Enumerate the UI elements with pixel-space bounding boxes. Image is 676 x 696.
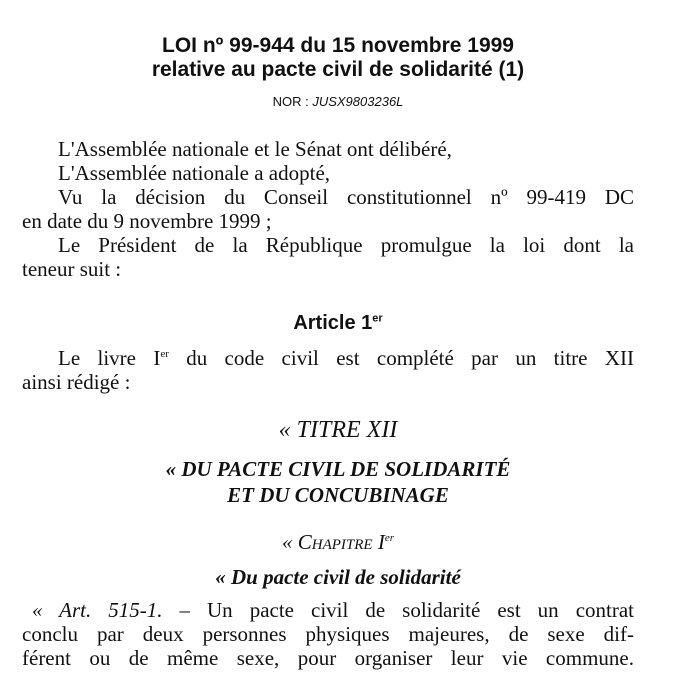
nor-label: NOR : (272, 94, 309, 109)
chapitre-label (0, 530, 676, 554)
article-body-post: du code civil est complété par un titre XII (168, 346, 634, 370)
chapitre-prefix: « (282, 530, 298, 554)
titre-label: « TITRE XII (278, 417, 398, 443)
preamble-line-4a: Le Président de la République promulgue la loi dont la (58, 233, 634, 257)
preamble-line-4b: teneur suit : (22, 257, 122, 281)
article-515-1-line-2: conclu par deux personnes physiques majeures, de sexe dif- (22, 622, 634, 646)
titre-heading-line-1: « DU PACTE CIVIL DE SOLIDARITÉ (165, 457, 511, 481)
article-515-1-text: – Un pacte civil de solidarité est un contrat (162, 598, 634, 622)
preamble-line-3a: Vu la décision du Conseil constitutionnel nº 99-419 DC (58, 185, 634, 209)
article-label-sup: er (372, 312, 383, 325)
chapitre-word: Chapitre I (297, 530, 385, 554)
preamble-line-1: L'Assemblée nationale et le Sénat ont délibéré, (58, 137, 452, 161)
nor-reference (0, 94, 676, 110)
article-515-1 (22, 598, 634, 670)
nor-code: JUSX9803236L (312, 94, 404, 109)
article-515-1-line-1 (22, 598, 634, 622)
article-body-sup: er (160, 348, 169, 360)
titre-heading-line-2: ET DU CONCUBINAGE (227, 483, 449, 507)
article-515-1-ref: « Art. 515-1. (32, 598, 163, 622)
law-title-line-1: LOI nº 99-944 du 15 novembre 1999 (162, 34, 514, 57)
article-heading (0, 311, 676, 335)
article-body (22, 346, 634, 394)
article-body-pre: Le livre I (58, 346, 161, 370)
preamble-line-3b: en date du 9 novembre 1999 ; (22, 209, 272, 233)
article-label: Article 1 (293, 312, 373, 334)
preamble-line-2: L'Assemblée nationale a adopté, (58, 161, 331, 185)
chapitre-sup: er (384, 532, 394, 544)
law-title-line-2: relative au pacte civil de solidarité (1) (151, 58, 525, 81)
article-body-line-2: ainsi rédigé : (22, 370, 131, 394)
preamble (22, 137, 634, 281)
chapitre-heading: « Du pacte civil de solidarité (215, 565, 461, 589)
article-515-1-line-3: férent ou de même sexe, pour organiser leur vie commune. (22, 646, 634, 670)
article-body-line-1 (22, 346, 634, 370)
